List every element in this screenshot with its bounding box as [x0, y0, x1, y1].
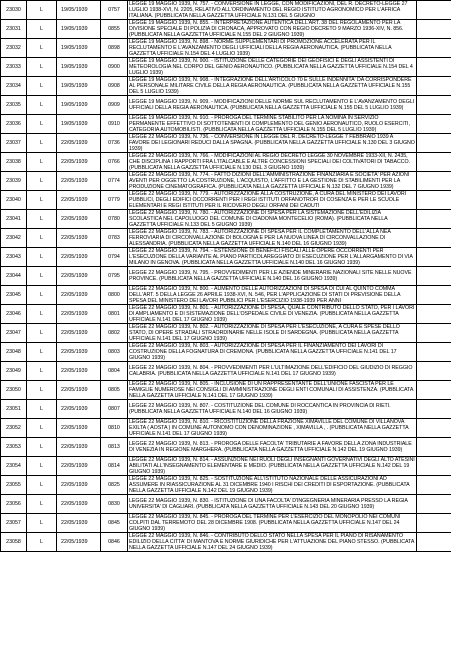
record-description: LEGGE 22 MAGGIO 1939, N. 802. - AUTORIZZAZIONE DI SPESA PER L'ESECUZIONE, A CURA E SPESE DELLO STATO, DI OPERE STRADALI STRAORDINARIE NELLE ISOLE DI SARDEGNA. (PUBBLICATA NELLA GAZZETTA UFFICIALE N.141 DEL 17 GIUGNO 1939) — [128, 324, 417, 343]
record-type: L — [27, 77, 57, 96]
record-notes — [417, 419, 451, 438]
record-type: L — [27, 229, 57, 248]
record-notes — [417, 400, 451, 419]
record-type: L — [27, 286, 57, 305]
record-description: LEGGE 22 MAGGIO 1939, N. 805. - INCLUSIONE DI UN RAPPRESENTANTE DELL'UNIONE FASCISTA PER LE FAMIGLIE NUMEROSE NEI CONSIGLI DI AMMINISTRAZIONE DEGLI ENTI COMUNALI DI ASSISTENZA. (PUBBLICATA NELLA GAZZETTA UFFICIALE N.141 DEL 17 GIUGNO 1939) — [128, 381, 417, 400]
record-description: LEGGE 22 MAGGIO 1939, N. 795. - PROVVEDIMENTI PER LE AZIENDE MINERARIE NAZIONALI SITE NELLE NUOVE PROVINCE. (PUBBLICATA NELLA GAZZETTA UFFICIALE N.140 DEL 16 GIUGNO 1939) — [128, 267, 417, 286]
table-row — [1, 96, 451, 115]
table-row — [1, 476, 451, 495]
record-notes — [417, 191, 451, 210]
record-description: LEGGE 22 MAGGIO 1939, N. 779. - AUTORIZZAZIONE ALLA COSTRUZIONE, A CURA DEL MINISTERO DEI LAVORI PUBBLICI, DEGLI EDIFICI OCCORRENTI PER I REGI ISTITUTI ORFANOTROFI DI COSENZA E PER LE SCUOLE ELEMENTARI E REGI ISTITUTI PER IL RICOVERO DEGLI ORFANI DEI CADUTI — [128, 191, 417, 210]
record-date: 22/05/1939 — [57, 438, 101, 457]
record-number: 23058 — [1, 533, 27, 552]
record-type: L — [27, 191, 57, 210]
record-type: L — [27, 400, 57, 419]
record-notes — [417, 115, 451, 134]
record-number: 23052 — [1, 419, 27, 438]
record-type: L — [27, 438, 57, 457]
record-id: 0910 — [101, 115, 128, 134]
record-date: 22/05/1939 — [57, 210, 101, 229]
table-row — [1, 343, 451, 362]
record-id: 0757 — [101, 1, 128, 20]
table-row — [1, 438, 451, 457]
record-description: LEGGE 19 MAGGIO 1939, N. 900. - ISTITUZIONE DELLE CATEGORIE DEI GEOFISICI E DEGLI ASSISTENTI DI METEOROLOGIA NEL CORPO DEL GENIO AERONAUTICO. (PUBBLICATA NELLA GAZZETTA UFFICIALE N.154 DEL 4 LUGLIO 1939) — [128, 58, 417, 77]
table-row — [1, 153, 451, 172]
record-notes — [417, 172, 451, 191]
record-description: LEGGE 22 MAGGIO 1939, N. 830. - ISTITUZIONE DI UNA FACOLTA' D'INGEGNERIA MINERARIA PRESSO LA REGIA UNIVERSITA' DI CAGLIARI. (PUBBLICATA NELLA GAZZETTA UFFICIALE N.143 DEL 20 GIUGNO 1939) — [128, 495, 417, 514]
record-date: 22/05/1939 — [57, 533, 101, 552]
record-date: 19/05/1939 — [57, 39, 101, 58]
table-row — [1, 20, 451, 39]
record-id: 0736 — [101, 134, 128, 153]
record-date: 19/05/1939 — [57, 96, 101, 115]
record-number: 23043 — [1, 248, 27, 267]
record-description: LEGGE 22 MAGGIO 1939, N. 804. - PROVVEDIMENTI PER L'ULTIMAZIONE DELL'EDIFICIO DEL GIUDIZIO DI REGGIO CALABRIA. (PUBBLICATA NELLA GAZZETTA UFFICIALE N.141 DEL 17 GIUGNO 1939) — [128, 362, 417, 381]
record-number: 23034 — [1, 77, 27, 96]
record-type: L — [27, 514, 57, 533]
record-number: 23030 — [1, 1, 27, 20]
record-type: L — [27, 115, 57, 134]
record-type: L — [27, 96, 57, 115]
record-date: 22/05/1939 — [57, 381, 101, 400]
record-description: LEGGE 22 MAGGIO 1939, N. 810. - RICOSTITUZIONE DELLA FRAZIONE XIMAVILLE DEL COMUNE DI VILLANOVA EXILTA ( AOSTA ) IN COMUNE AUTONOMO CON DENOMINAZIONE , XIMAVILLA , . (PUBBLICATA NELLA GAZZETTA UFFICIALE N.141 DEL 17 GIUGNO 1939) — [128, 419, 417, 438]
record-number: 23036 — [1, 115, 27, 134]
record-number: 23045 — [1, 286, 27, 305]
record-id: 0795 — [101, 267, 128, 286]
record-description: LEGGE 22 MAGGIO 1939, N. 813. - PROROGA DELLE FACOLTA' TRIBUTARIE A FAVORE DELLA ZONA INDUSTRIALE DI VENEZIA IN REGIONE MARGHERA. (PUBBLICATA NELLA GAZZETTA UFFICIALE N.142 DEL 19 GIUGNO 1939) — [128, 438, 417, 457]
record-description: LEGGE 22 MAGGIO 1939, N. 801. - AUTORIZZAZIONE DI SPESA, QUALE CONTRIBUTO DELLO STATO, PER I LAVORI DI AMPLIAMENTO E DI SISTEMAZIONE DELL'OSPEDALE CIVILE DI VENEZIA. (PUBBLICATA NELLA GAZZETTA UFFICIALE N.141 DEL 17 GIUGNO 1939) — [128, 305, 417, 324]
record-id: 0783 — [101, 229, 128, 248]
record-description: LEGGE 22 MAGGIO 1939, N. 783. - AUTORIZZAZIONE DI SPESA PER IL COMPLETAMENTO DELL'ALLA NEA FERROVIARIA DI CIRCONVALLAZIONE DI BOLOGNA E PER LA NUOVA LINEA DI CIRCONVALLAZIONE DI ALESSANDRIA. (PUBBLICATA NELLA GAZZETTA UFFICIALE N.140 DEL 16 GIUGNO 1939) — [128, 229, 417, 248]
record-number: 23035 — [1, 96, 27, 115]
table-row — [1, 134, 451, 153]
record-type: L — [27, 533, 57, 552]
record-description: LEGGE 22 MAGGIO 1939, N. 803. - AUTORIZZAZIONE DI SPESA PER IL FINANZIAMENTO DEI LAVORI DI COSTRUZIONE DELLA FOGNATURA DI CREMONA. (PUBBLICATA NELLA GAZZETTA UFFICIALE N.141 DEL 17 GIUGNO 1939) — [128, 343, 417, 362]
record-notes — [417, 381, 451, 400]
record-id: 0846 — [101, 533, 128, 552]
record-description: LEGGE 22 MAGGIO 1939, N. 794. - ESTENSIONE DI BENEFICI FISCALI ALLE OPERE OCCORRENTI PER L'ESECUZIONE DELLA VARIANTE AL PIANO PARTICOLAREGGIATO DI ESECUZIONE PER L'ALLARGAMENTO DI VIA MILANO IN GENOVA. (PUBBLICATA NELLA GAZZETTA UFFICIALE N.140 DEL 16 GIUGNO 1939) — [128, 248, 417, 267]
record-number: 23032 — [1, 39, 27, 58]
table-row — [1, 115, 451, 134]
record-type: L — [27, 381, 57, 400]
record-number: 23057 — [1, 514, 27, 533]
record-id: 0780 — [101, 210, 128, 229]
table-row — [1, 77, 451, 96]
record-type: L — [27, 39, 57, 58]
record-date: 22/05/1939 — [57, 343, 101, 362]
record-date: 19/05/1939 — [57, 1, 101, 20]
record-description: LEGGE 22 MAGGIO 1939, N. 800. - AUMENTO DELLE AUTORIZZAZIONI DI SPESA DI CUI AL QUINTO COMMA DELL'ART. 5 DELLA LEGGE 26 APRILE 1938-XVI, N. 546, PER L'APPLICAZIONE DI STATI DI PREVISIONE DELLA SPESA DEL MINISTERO DEI LAVORI PUBBLICI PER L'ESERCIZIO 1938-1939 PER ANNI — [128, 286, 417, 305]
record-number: 23046 — [1, 305, 27, 324]
record-id: 0908 — [101, 77, 128, 96]
record-notes — [417, 77, 451, 96]
record-id: 0909 — [101, 96, 128, 115]
record-number: 23033 — [1, 58, 27, 77]
record-notes — [417, 476, 451, 495]
record-type: L — [27, 172, 57, 191]
record-notes — [417, 514, 451, 533]
record-type: L — [27, 324, 57, 343]
record-description: LEGGE 19 MAGGIO 1939, N. 898. - NORME SUPPLEMENTARI DI PROMOZIONE ACCELERATA PER IL RECLUTAMENTO E L'AVANZAMENTO DEGLI UFFICIALI DELLA REGIA AERONAUTICA. (PUBBLICATA NELLA GAZZETTA UFFICIALE N.154 DEL 4 LUGLIO 1939) — [128, 39, 417, 58]
record-description: LEGGE 19 MAGGIO 1939, N. 908. - INTEGRAZIONE DELL'ARTICOLO 70 E SULLE INDENNITA' DA CORRISPONDERE AL PERSONALE MILITARE CIVILE DELLA REGIA AERONAUTICA. (PUBBLICATA NELLA GAZZETTA UFFICIALE N.155 DEL 5 LUGLIO 1939) — [128, 77, 417, 96]
record-description: LEGGE 22 MAGGIO 1939, N. 766. - MODIFICAZIONI AL REGIO DECRETO LEGGE 30 NOVEMBRE 1933-XII, N. 2435, CHE DISCIPLINA I RAPPORTI FRA L'ITALCABLE E ALTRE CONCESSIONI SPECIALI DEI COLTIVATORI DI TABACCO. (PUBBLICATA NELLA GAZZETTA UFFICIALE N.130 DEL 3 GIUGNO 1939) — [128, 153, 417, 172]
record-type: L — [27, 20, 57, 39]
record-id: 0845 — [101, 514, 128, 533]
record-description: LEGGE 19 MAGGIO 1939, N. 855. - INTERPRETAZIONE AUTENTICA DELL'ART. 38 DEL REGOLAMENTO PER LA DIVISIONE SPECIALE DI POLIZIA DI CRONACA, APPROVATO CON REGIO DECRETO 9 MARZO 1936-XIV, N. 856. (PUBBLICATA NELLA GAZZETTA UFFICIALE N.155 DEL 2 GIUGNO 1939) — [128, 20, 417, 39]
record-notes — [417, 267, 451, 286]
record-type: L — [27, 495, 57, 514]
record-number: 23044 — [1, 267, 27, 286]
record-description: LEGGE 22 MAGGIO 1939, N. 845. - PROROGA DEL TERMINE PER L'ESERCIZIO DEL MONOPOLIO NEI COMUNI COLPITI DAL TERREMOTO DEL 28 DICEMBRE 1908. (PUBBLICATA NELLA GAZZETTA UFFICIALE N.147 DEL 24 GIUGNO 1939) — [128, 514, 417, 533]
record-type: L — [27, 134, 57, 153]
record-date: 22/05/1939 — [57, 362, 101, 381]
record-number: 23055 — [1, 476, 27, 495]
record-number: 23049 — [1, 362, 27, 381]
record-description: LEGGE 22 MAGGIO 1939, N. 825. - SOSTITUZIONE ALL'ISTITUTO NAZIONALE DELLE ASSICURAZIONI AD ASSUMERE IN RIASSICURAZIONE AL 31 DICEMBRE 1940 I RISCHI DEI CREDITI DI ESPORTAZIONE. (PUBBLICATA NELLA GAZZETTA UFFICIALE N.142 DEL 19 GIUGNO 1939) — [128, 476, 417, 495]
record-date: 22/05/1939 — [57, 191, 101, 210]
record-type: L — [27, 419, 57, 438]
record-date: 22/05/1939 — [57, 248, 101, 267]
record-notes — [417, 1, 451, 20]
records-table-body — [1, 1, 451, 552]
table-row — [1, 58, 451, 77]
table-row — [1, 514, 451, 533]
record-description: LEGGE 19 MAGGIO 1939, N. 909. - MODIFICAZIONI DELLE NORME SUL RECLUTAMENTO E L'AVANZAMENTO DEGLI UFFICIALI DELLA REGIA AERONAUTICA. (PUBBLICATA NELLA GAZZETTA UFFICIALE N.155 DEL 5 LUGLIO 1939) — [128, 96, 417, 115]
record-date: 22/05/1939 — [57, 305, 101, 324]
record-date: 22/05/1939 — [57, 134, 101, 153]
record-id: 0898 — [101, 39, 128, 58]
record-id: 0855 — [101, 20, 128, 39]
record-id: 0801 — [101, 305, 128, 324]
record-date: 22/05/1939 — [57, 419, 101, 438]
record-type: L — [27, 248, 57, 267]
record-notes — [417, 362, 451, 381]
table-row — [1, 495, 451, 514]
record-id: 0803 — [101, 343, 128, 362]
record-description: LEGGE 22 MAGGIO 1939, N. 736. - CONVERSIONE IN LEGGE DEL R. DECRETO-LEGGE 7 FEBBRAIO 1939 A FAVORE DEI LEGIONARI REDUCI DALLA SPAGNA. (PUBBLICATA NELLA GAZZETTA UFFICIALE N.130 DEL 3 GIUGNO 1939) — [129, 134, 415, 152]
record-date: 19/05/1939 — [57, 58, 101, 77]
table-row — [1, 381, 451, 400]
table-row — [1, 419, 451, 438]
record-number: 23054 — [1, 457, 27, 476]
record-date: 19/05/1939 — [57, 77, 101, 96]
record-id: 0800 — [101, 286, 128, 305]
record-id: 0813 — [101, 438, 128, 457]
record-date: 22/05/1939 — [57, 495, 101, 514]
record-id: 0804 — [101, 362, 128, 381]
record-number: 23042 — [1, 229, 27, 248]
record-number: 23050 — [1, 381, 27, 400]
record-id: 0779 — [101, 191, 128, 210]
table-row — [1, 362, 451, 381]
record-id: 0825 — [101, 476, 128, 495]
record-id: 0900 — [101, 58, 128, 77]
table-row — [1, 191, 451, 210]
record-type: L — [27, 343, 57, 362]
record-type: L — [27, 457, 57, 476]
record-type: L — [27, 58, 57, 77]
record-date: 22/05/1939 — [57, 286, 101, 305]
record-description: LEGGE 22 MAGGIO 1939, N. 814. - ASSUNZIONE NEI RUOLI DEGLI INSEGNANTI GOVERNATIVI DEGLI ALTO ATESINI ABILITATI ALL'INSEGNAMENTO ELEMENTARE E MEDIO. (PUBBLICATA NELLA GAZZETTA UFFICIALE N.142 DEL 19 GIUGNO 1939) — [129, 457, 415, 475]
record-description: LEGGE 22 MAGGIO 1939, N. 774. - FATTO DIZIONI DELL'AMMINISTRAZIONE FINANZIARIA E SOCIETA' PER AZIONI AVENTI PER OGGETTO LA COSTRUZIONE, L'ACQUISTO, L'AFFITTO E LA GESTIONE DI STABILIMENTI PER LA PRODUZIONE CINEMATOGRAFICA. (PUBBLICATA NELLA GAZZETTA UFFICIALE N.132 DEL 7 GIUGNO 1939) — [128, 172, 417, 191]
table-row — [1, 457, 451, 476]
table-row — [1, 229, 451, 248]
record-notes — [417, 533, 451, 552]
record-number: 23038 — [1, 153, 27, 172]
table-row — [1, 324, 451, 343]
record-date: 22/05/1939 — [57, 400, 101, 419]
record-notes — [417, 324, 451, 343]
record-date: 22/05/1939 — [57, 229, 101, 248]
table-row — [1, 533, 451, 552]
record-id: 0807 — [101, 400, 128, 419]
record-description: LEGGE 19 MAGGIO 1939, N. 757. - CONVERSIONE IN LEGGE, CON MODIFICAZIONI, DEL R. DECRETO-LEGGE 27 LUGLIO 1938-XVI, N. 2205, RELATIVO ALL'ORDINAMENTO DEL REGIO ISTITUTO AGRONOMICO PER L'AFRICA ITALIANA. (PUBBLICATA NELLA GAZZETTA UFFICIALE N.131 DEL 5 GIUGNO — [128, 1, 417, 20]
record-notes — [417, 210, 451, 229]
table-row — [1, 267, 451, 286]
record-number: 23041 — [1, 210, 27, 229]
record-date: 22/05/1939 — [57, 514, 101, 533]
record-notes — [417, 343, 451, 362]
table-row — [1, 210, 451, 229]
record-id: 0766 — [101, 153, 128, 172]
record-id: 0802 — [101, 324, 128, 343]
record-number: 23037 — [1, 134, 27, 153]
table-row — [1, 286, 451, 305]
record-number: 23056 — [1, 495, 27, 514]
record-notes — [417, 229, 451, 248]
record-number: 23053 — [1, 438, 27, 457]
record-type: L — [27, 267, 57, 286]
record-type: L — [27, 305, 57, 324]
table-row — [1, 172, 451, 191]
record-date: 22/05/1939 — [57, 324, 101, 343]
record-id: 0805 — [101, 381, 128, 400]
record-description: LEGGE 19 MAGGIO 1939, N. 910. - PROROGA DEL TERMINE STABILITO PER LA NOMINA IN SERVIZIO PERMANENTE EFFETTIVO DI SOTTOTENENTI DI COMPLEMENTO DEL GENIO AERONAUTICO, RUOLO ESERCITI, CATEGORIA AUTOMOBILISTI. (PUBBLICATA NELLA GAZZETTA UFFICIALE N.155 DEL 5 LUGLIO 1939) — [128, 115, 417, 134]
record-description: LEGGE 22 MAGGIO 1939, N. 807. - COSTITUZIONE DEL COMUNE DI ROCCANTICA IN PROVINCIA DI RIETI. (PUBBLICATA NELLA GAZZETTA UFFICIALE N.140 DEL 16 GIUGNO 1939) — [128, 400, 417, 419]
record-number: 23048 — [1, 343, 27, 362]
record-date: 22/05/1939 — [57, 172, 101, 191]
record-number: 23039 — [1, 172, 27, 191]
record-date: 22/05/1939 — [57, 457, 101, 476]
record-notes — [417, 134, 451, 153]
record-description: LEGGE 22 MAGGIO 1939, N. 846. - CONTRIBUTO DELLO STATO NELLA SPESA PER IL PIANO DI RISANAMENTO EDILIZIO DELLA CITTA' DI MANTOVA E NORME GIURIDICHE PER L'ATTUAZIONE DEL PIANO STESSO. (PUBBLICATA NELLA GAZZETTA UFFICIALE N.147 DEL 24 GIUGNO 1939) — [128, 533, 417, 552]
record-notes — [417, 58, 451, 77]
record-notes — [417, 96, 451, 115]
table-row — [1, 400, 451, 419]
record-id: 0830 — [101, 495, 128, 514]
record-notes — [417, 305, 451, 324]
record-date: 19/05/1939 — [57, 20, 101, 39]
table-row — [1, 39, 451, 58]
record-notes — [417, 39, 451, 58]
record-id: 0810 — [101, 419, 128, 438]
record-type: L — [27, 1, 57, 20]
table-row — [1, 248, 451, 267]
record-id: 0774 — [101, 172, 128, 191]
record-type: L — [27, 476, 57, 495]
table-row — [1, 1, 451, 20]
record-date: 22/05/1939 — [57, 476, 101, 495]
record-notes — [417, 457, 451, 476]
record-type: L — [27, 362, 57, 381]
record-notes — [417, 153, 451, 172]
record-date: 22/05/1939 — [57, 153, 101, 172]
record-notes — [417, 248, 451, 267]
record-notes — [417, 438, 451, 457]
record-number: 23031 — [1, 20, 27, 39]
record-number: 23040 — [1, 191, 27, 210]
record-notes — [417, 495, 451, 514]
record-number: 23051 — [1, 400, 27, 419]
record-id: 0794 — [101, 248, 128, 267]
record-id: 0814 — [101, 457, 128, 476]
record-notes — [417, 20, 451, 39]
record-date: 19/05/1939 — [57, 115, 101, 134]
record-date: 22/05/1939 — [57, 267, 101, 286]
record-description: LEGGE 22 MAGGIO 1939, N. 780. - AUTORIZZAZIONE DI SPESA PER LA SISTEMAZIONE DELL'EDILIZIA SCOLASTICA NEL CAPOLUOGO DEL COMUNE DI CIADONIA MONTECELIO (ROMA). (PUBBLICATA NELLA GAZZETTA UFFICIALE N.133 DEL 5 GIUGNO 1939) — [128, 210, 417, 229]
record-type: L — [27, 153, 57, 172]
record-number: 23047 — [1, 324, 27, 343]
record-notes — [417, 286, 451, 305]
record-type: L — [27, 210, 57, 229]
table-row — [1, 305, 451, 324]
